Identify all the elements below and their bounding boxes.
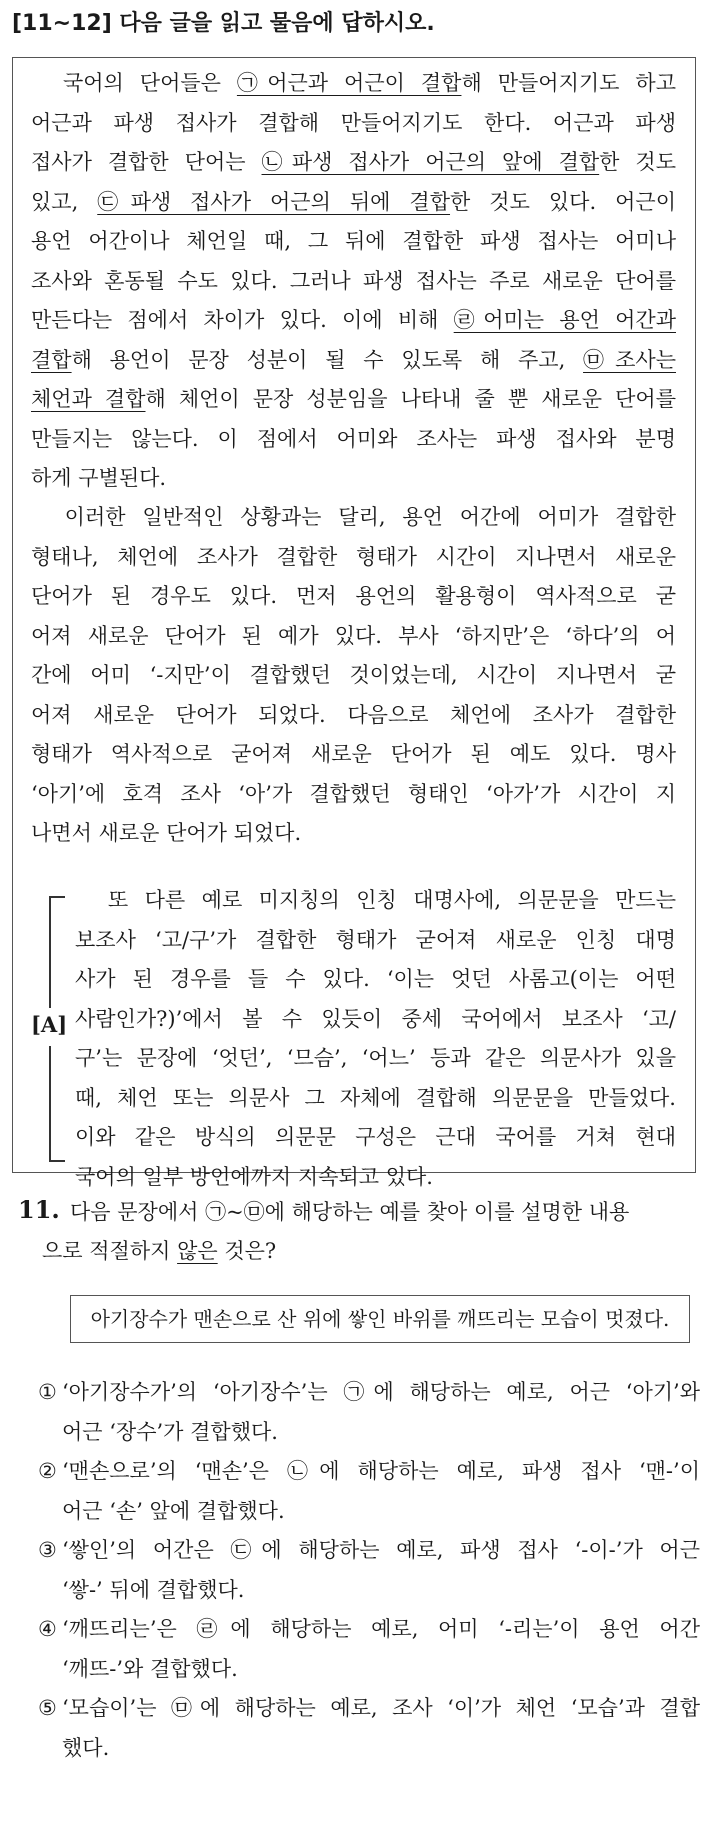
- choice-5[interactable]: ⑤ ‘모습이’는 ㉤에 해당하는 예로, 조사 ‘이’가 체언 ‘모습’과 결합 했다.: [38, 1689, 700, 1768]
- underline-nieun: ㉡파생 접사가 어근의 앞에 결합: [261, 150, 600, 174]
- passage-line: 어져 새로운 단어가 되었다. 다음으로 체언에 조사가 결합한: [31, 702, 676, 727]
- choice-4[interactable]: ④ ‘깨뜨리는’은 ㉣에 해당하는 예로, 어미 ‘-리는’이 용언 어간 ‘깨뜨-’와 결합했다.: [38, 1610, 700, 1689]
- choice-number: ③: [38, 1538, 57, 1562]
- underline-not: 않은: [177, 1239, 218, 1263]
- passage-line: 이와 같은 방식의 의문문 구성은 근대 국어를 거쳐 현대: [75, 1125, 676, 1149]
- passage-line: 구’는 문장에 ‘엇던’, ‘므슴’, ‘어느’ 등과 같은 의문사가 있을: [75, 1046, 676, 1070]
- passage-line: 어근과 파생 접사가 결합해 만들어지기도 한다. 어근과 파생: [31, 110, 676, 135]
- passage-line: 사가 된 경우를 들 수 있다. ‘이는 엇던 사롬고(이는 어떤: [75, 967, 676, 991]
- passage-line: 조사와 혼동될 수도 있다. 그러나 파생 접사는 주로 새로운 단어를: [31, 268, 676, 293]
- passage-line: 이러한 일반적인 상황과는 달리, 용언 어간에 어미가 결합한: [64, 505, 676, 529]
- passage-paragraph-1: [31, 64, 676, 499]
- choice-2[interactable]: ② ‘맨손으로’의 ‘맨손’은 ㉡에 해당하는 예로, 파생 접사 ‘맨-’이 어근 ‘손’ 앞에 결합했다.: [38, 1452, 700, 1531]
- choice-3[interactable]: ③ ‘쌓인’의 어간은 ㉢에 해당하는 예로, 파생 접사 ‘-이-’가 어근 ‘쌓-’ 뒤에 결합했다.: [38, 1531, 700, 1610]
- passage-line: 접사가 결합한 단어는 ㉡파생 접사가 어근의 앞에 결합한 것도: [31, 150, 676, 174]
- passage-line: 보조사 ‘고/구’가 결합한 형태가 굳어져 새로운 인칭 대명: [75, 927, 676, 952]
- choice-1[interactable]: ① ‘아기장수가’의 ‘아기장수’는 ㉠에 해당하는 예로, 어근 ‘아기’와 어근 ‘장수’가 결합했다.: [38, 1373, 700, 1452]
- question-text-line2: 으로 적절하지 않은 것은?: [42, 1239, 277, 1263]
- passage-line: 만들지는 않는다. 이 점에서 어미와 조사는 파생 접사와 분명: [31, 426, 676, 451]
- passage-line: 형태나, 체언에 조사가 결합한 형태가 시간이 지나면서 새로운: [31, 544, 676, 569]
- passage-line: 또 다른 예로 미지칭의 인칭 대명사에, 의문문을 만드는: [107, 888, 676, 912]
- passage-line: 어져 새로운 단어가 된 예가 있다. 부사 ‘하지만’은 ‘하다’의 어: [31, 623, 676, 648]
- underline-mieum: ㉤조사는: [583, 347, 676, 372]
- bracket-label-a: [A]: [31, 1012, 68, 1037]
- passage-line: 사람인가?)’에서 볼 수 있듯이 중세 국어에서 보조사 ‘고/: [75, 1006, 676, 1031]
- passage-line: ‘아기’에 호격 조사 ‘아’가 결합했던 형태인 ‘아가’가 시간이 지: [31, 781, 676, 806]
- passage-line: 국어의 단어들은 ㉠어근과 어근이 결합해 만들어지기도 하고: [62, 71, 676, 95]
- example-sentence-box: 아기장수가 맨손으로 산 위에 쌓인 바위를 깨뜨리는 모습이 멋졌다.: [70, 1295, 690, 1343]
- passage-line: 간에 어미 ‘-지만’이 결합했던 것이었는데, 시간이 지나면서 굳: [31, 663, 676, 687]
- passage-line: 때, 체언 또는 의문사 그 자체에 결합해 의문문을 만들었다.: [75, 1085, 676, 1110]
- passage-line: 용언 어간이나 체언일 때, 그 뒤에 결합한 파생 접사는 어미나: [31, 229, 676, 253]
- section-header: [11~12] 다음 글을 읽고 물음에 답하시오.: [12, 11, 435, 36]
- passage-line: 결합해 용언이 문장 성분이 될 수 있도록 해 주고, ㉤조사는: [31, 347, 676, 372]
- passage-line: 체언과 결합해 체언이 문장 성분임을 나타내 줄 뿐 새로운 단어를: [31, 387, 676, 411]
- underline-mieum-cont: 체언과 결합: [31, 387, 146, 411]
- choice-number: ⑤: [38, 1696, 57, 1720]
- choice-number: ④: [38, 1617, 57, 1641]
- underline-rieul: ㉣어미는 용언 어간과: [453, 308, 676, 332]
- underline-giyeok: ㉠어근과 어근이 결합: [236, 71, 462, 95]
- passage-line: 형태가 역사적으로 굳어져 새로운 단어가 된 예도 있다. 명사: [31, 742, 676, 766]
- passage-paragraph-2: [31, 498, 676, 854]
- choice-number: ②: [38, 1459, 57, 1483]
- answer-choices: [38, 1373, 700, 1768]
- passage-line: 국어의 일부 방언에까지 지속되고 있다.: [75, 1164, 433, 1189]
- question-number: 11.: [18, 1195, 60, 1224]
- passage-line: 하게 구별된다.: [31, 466, 167, 490]
- question-text-line1: 다음 문장에서 ㉠~㉤에 해당하는 예를 찾아 이를 설명한 내용: [70, 1200, 630, 1224]
- passage-line: 만든다는 점에서 차이가 있다. 이에 비해 ㉣어미는 용언 어간과: [31, 308, 676, 332]
- passage-line: 있고, ㉢파생 접사가 어근의 뒤에 결합한 것도 있다. 어근이: [31, 189, 676, 214]
- choice-number: ①: [38, 1380, 57, 1404]
- underline-rieul-cont: 결합: [31, 347, 72, 372]
- passage-line: 단어가 된 경우도 있다. 먼저 용언의 활용형이 역사적으로 굳: [31, 584, 676, 608]
- passage-box: [12, 57, 696, 1189]
- passage-line: 나면서 새로운 단어가 되었다.: [31, 821, 302, 845]
- passage-paragraph-3: [75, 881, 676, 1197]
- underline-digeut: ㉢파생 접사가 어근의 뒤에 결합: [97, 189, 451, 214]
